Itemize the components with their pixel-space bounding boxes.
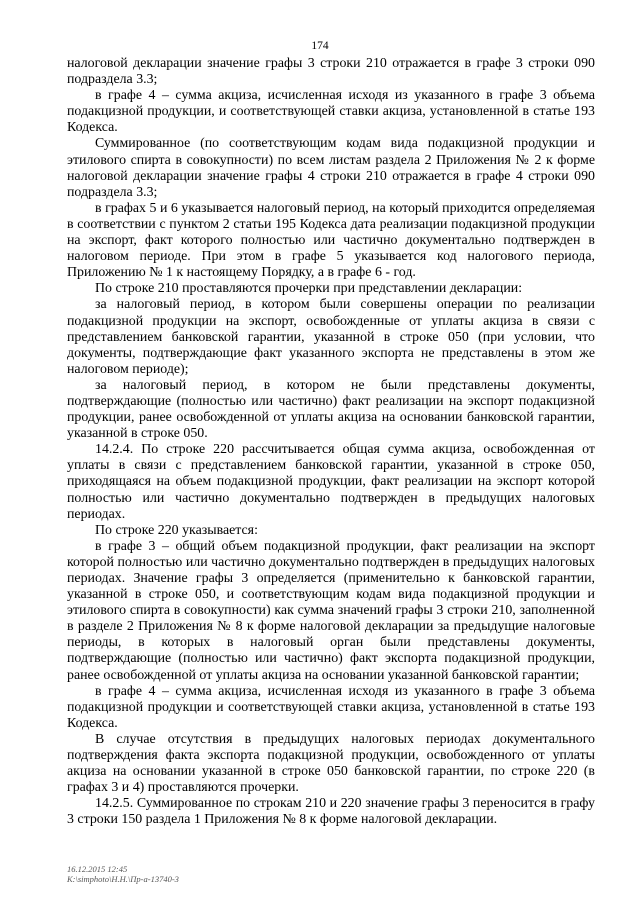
body-text: [67, 56, 595, 829]
footer: [67, 864, 179, 884]
paragraph: 14.2.5. Суммированное по строкам 210 и 220 значение графы 3 переносится в графу 3 строки 150 раздела 1 Приложения № 8 к форме налоговой декларации.: [67, 796, 595, 828]
paragraph: В случае отсутствия в предыдущих налоговых периодах документального подтверждения факта экспорта подакцизной продукции, освобожденного от уплаты акциза на основании указанной в строке 050 банковской гарантии, по строке 220 (в графах 3 и 4) проставляются прочерки.: [67, 731, 595, 796]
paragraph: в графе 4 – сумма акциза, исчисленная исходя из указанного в графе 3 объема подакцизной продукции, и соответствующей ставки акциза, установленной в статье 193 Кодекса.: [67, 88, 595, 136]
paragraph: за налоговый период, в котором были совершены операции по реализации подакцизной продукции на экспорт, освобожденные от уплаты акциза в связи с представлением банковской гарантии, указанной в строке 050 (при условии, что документы, подтверждающие факт указанного экспорта не представлены в этом же налоговом периоде);: [67, 297, 595, 377]
paragraph: в графах 5 и 6 указывается налоговый период, на который приходится определяемая в соответствии с пунктом 2 статьи 195 Кодекса дата реализации подакцизной продукции на экспорт, факт которого полностью или частично документально подтвержден в налоговом периоде. При этом в графе 5 указывается код налогового периода, Приложению № 1 к настоящему Порядку, а в графе 6 - год.: [67, 200, 595, 281]
footer-file-path: K:\simphoto\Н.Н.\Пр-а-13740-3: [67, 874, 179, 884]
paragraph: Суммированное (по соответствующим кодам вида подакцизной продукции и этилового спирта в совокупности) по всем листам раздела 2 Приложения № 2 к форме налоговой декларации значение графы 4 строки 210 отражается в графе 4 строки 090 подраздела 3.3;: [67, 136, 595, 200]
paragraph: за налоговый период, в котором не были представлены документы, подтверждающие (полностью или частично) факт реализации на экспорт подакцизной продукции, ранее освобожденной от уплаты акциза на основании банковской гарантии, указанной в строке 050.: [67, 377, 595, 442]
paragraph: 14.2.4. По строке 220 рассчитывается общая сумма акциза, освобожденная от уплаты в связи с представлением банковской гарантии, указанной в строке 050, приходящаяся на объем подакцизной продукции, факт реализации на экспорт которой полностью или частично документально подтвержден в предыдущих налоговых периодах.: [67, 442, 595, 522]
footer-timestamp: 16.12.2015 12:45: [67, 864, 128, 874]
paragraph: в графе 3 – общий объем подакцизной продукции, факт реализации на экспорт которой полностью или частично документально подтвержден в предыдущих налоговых периодах. Значение графы 3 определяется (применительно к банковской гарантии, указанной в строке 050, и соответствующим кодам вида подакцизной продукции и этилового спирта в совокупности) как сумма значений графы 3 строки 210, заполненной в разделе 2 Приложения № 8 к форме налоговой декларации за предыдущие налоговые периоды, в которых в налоговый орган были представлены документы, подтверждающие (полностью или частично) факт экспорта подакцизной продукции, ранее освобожденной от уплаты акциза на основании указанной банковской гарантии;: [67, 538, 595, 683]
page-number: 174: [311, 40, 329, 52]
paragraph: По строке 220 указывается:: [95, 522, 258, 538]
paragraph: в графе 4 – сумма акциза, исчисленная исходя из указанного в графе 3 объема подакцизной продукции и соответствующей ставки акциза, установленной в статье 193 Кодекса.: [67, 683, 595, 731]
paragraph: налоговой декларации значение графы 3 строки 210 отражается в графе 3 строки 090 подраздела 3.3;: [67, 56, 595, 88]
paragraph: По строке 210 проставляются прочерки при представлении декларации:: [95, 281, 523, 297]
